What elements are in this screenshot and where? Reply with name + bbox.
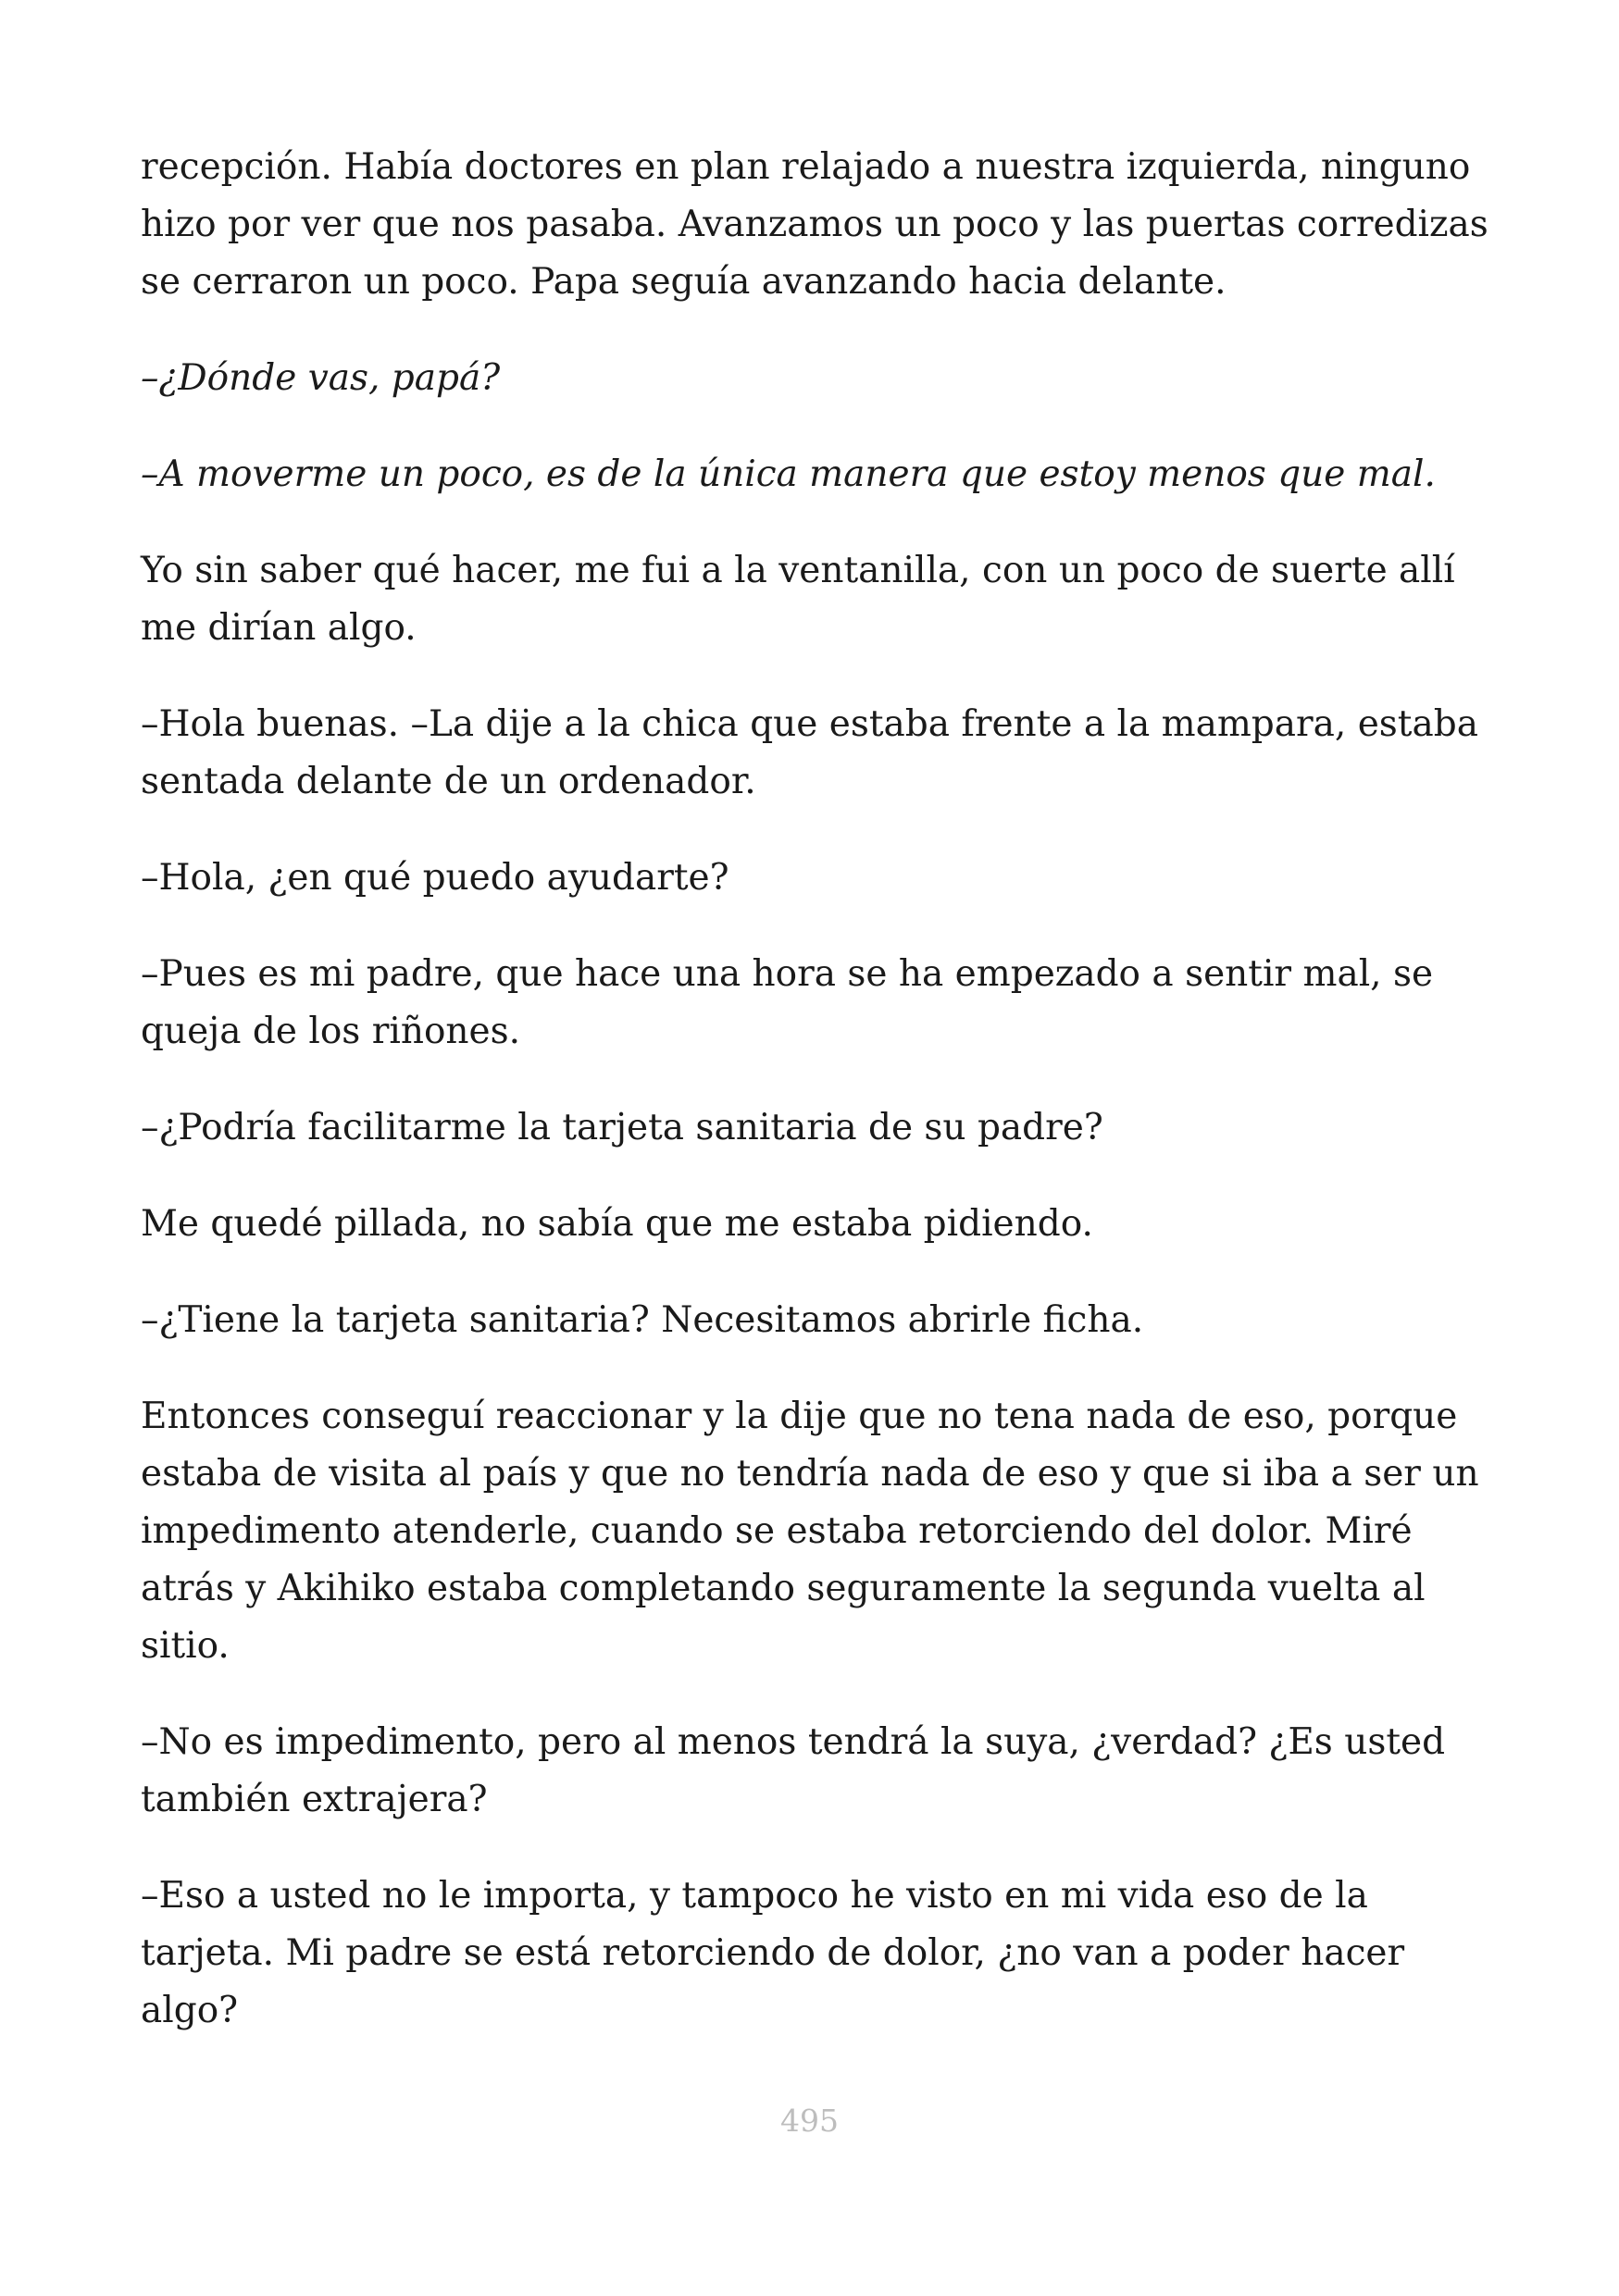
body-text (141, 139, 1492, 2079)
paragraph: –¿Dónde vas, papá? (141, 357, 501, 399)
paragraph: –¿Tiene la tarjeta sanitaria? Necesitamos abrirle ficha. (141, 1299, 1144, 1341)
paragraph: Me quedé pillada, no sabía que me estaba pidiendo. (141, 1203, 1093, 1245)
paragraph: –¿Podría facilitarme la tarjeta sanitaria de su padre? (141, 1107, 1103, 1148)
paragraph: –Eso a usted no le importa, y tampoco he visto en mi vida eso de la tarjeta. Mi padre se está retorciendo de dolor, ¿no van a poder hacer algo? (141, 1875, 1405, 2031)
paragraph: –No es impedimento, pero al menos tendrá la suya, ¿verdad? ¿Es usted también extrajera? (141, 1721, 1446, 1820)
paragraph: Entonces conseguí reaccionar y la dije que no tena nada de eso, porque estaba de visita al país y que no tendría nada de eso y que si iba a ser un impedimento atenderle, cuando se estaba retorciendo del dolor. Miré atrás y Akihiko estaba completando seguramente la segunda vuelta al sitio. (141, 1396, 1479, 1667)
paragraph: recepción. Había doctores en plan relajado a nuestra izquierda, ninguno hizo por ver que nos pasaba. Avanzamos un poco y las puertas corredizas se cerraron un poco. Papa seguía avanzando hacia delante. (141, 146, 1488, 303)
paragraph: –Hola buenas. –La dije a la chica que estaba frente a la mampara, estaba sentada delante de un ordenador. (141, 703, 1478, 802)
paragraph: Yo sin saber qué hacer, me fui a la ventanilla, con un poco de suerte allí me dirían algo. (141, 550, 1455, 649)
paragraph: –A moverme un poco, es de la única manera que estoy menos que mal. (141, 453, 1436, 495)
page-number: 495 (780, 2103, 839, 2139)
paragraph: –Pues es mi padre, que hace una hora se ha empezado a sentir mal, se queja de los riñones. (141, 953, 1434, 1052)
paragraph: –Hola, ¿en qué puedo ayudarte? (141, 857, 729, 899)
